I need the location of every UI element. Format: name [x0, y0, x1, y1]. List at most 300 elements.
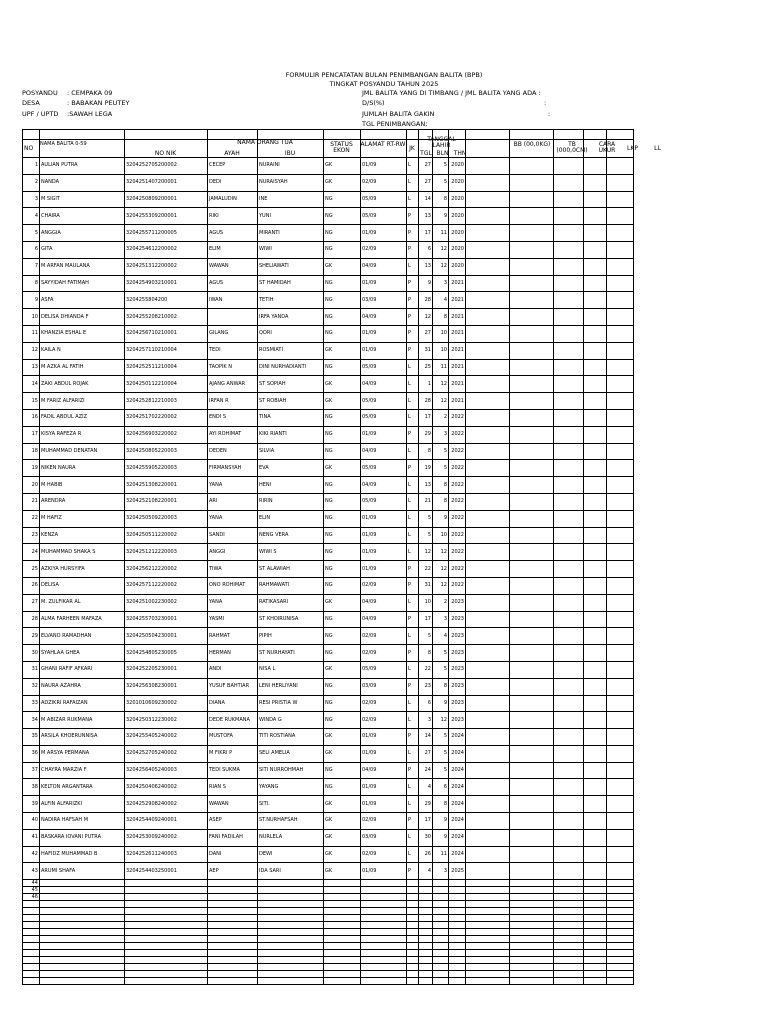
empty-cell: [324, 936, 361, 943]
row-nama: KISYA RAFEZA R: [40, 426, 125, 443]
empty-cell: [584, 594, 607, 611]
row-tgl: 5: [419, 527, 433, 544]
row-alamat: 04/09: [361, 376, 407, 393]
empty-cell: [324, 894, 361, 901]
empty-cell: [466, 359, 510, 376]
row-thn: 2022: [449, 477, 466, 494]
row-nama: AULIAN PUTRA: [40, 158, 125, 175]
row-nama: ADZIKRI RAFAIZAN: [40, 695, 125, 712]
row-status: NG: [324, 628, 361, 645]
empty-cell: [584, 611, 607, 628]
empty-cell: [584, 426, 607, 443]
row-ayah: FANI FADILAH: [208, 829, 258, 846]
row-alamat: 01/09: [361, 729, 407, 746]
row-status: GK: [324, 393, 361, 410]
empty-cell: [361, 901, 407, 908]
empty-cell: [407, 901, 419, 908]
empty-cell: [607, 908, 634, 915]
row-no: 36: [23, 745, 40, 762]
table-row: [23, 544, 634, 561]
empty-cell: [510, 729, 554, 746]
row-ayah: SANDI: [208, 527, 258, 544]
table-row: [23, 208, 634, 225]
row-tgl: 14: [419, 191, 433, 208]
empty-cell: [584, 915, 607, 922]
empty-cell: [208, 880, 258, 887]
empty-cell: [258, 908, 324, 915]
empty-cell: [208, 887, 258, 894]
empty-cell: [554, 325, 584, 342]
table-row: [23, 325, 634, 342]
row-ayah: GILANG: [208, 325, 258, 342]
row-alamat: 02/09: [361, 241, 407, 258]
row-status: NG: [324, 359, 361, 376]
empty-cell: [554, 915, 584, 922]
row-no: 8: [23, 275, 40, 292]
row-jk: L: [407, 628, 419, 645]
table-row: [23, 846, 634, 863]
row-ibu: SHELIAWATI: [258, 258, 324, 275]
row-nik: 3204250312230002: [125, 712, 208, 729]
empty-cell: [584, 880, 607, 887]
row-ibu: NURLELA: [258, 829, 324, 846]
row-nik: 3204252812210003: [125, 393, 208, 410]
row-no: 17: [23, 426, 40, 443]
row-ayah: WAWAN: [208, 258, 258, 275]
row-jk: P: [407, 863, 419, 880]
empty-cell: [466, 796, 510, 813]
row-nik: 3204252908240002: [125, 796, 208, 813]
row-ayah: FIRMANSYAH: [208, 460, 258, 477]
empty-cell: [407, 950, 419, 957]
row-ayah: RAHMAT: [208, 628, 258, 645]
table-row-empty: [23, 957, 634, 964]
row-bln: 8: [433, 477, 449, 494]
row-tgl: 17: [419, 813, 433, 830]
empty-cell: [419, 964, 433, 971]
row-no: 11: [23, 325, 40, 342]
row-status: NG: [324, 695, 361, 712]
empty-cell: [466, 908, 510, 915]
empty-cell: [258, 971, 324, 978]
empty-cell: [607, 922, 634, 929]
empty-cell: [125, 908, 208, 915]
row-jk: P: [407, 309, 419, 326]
empty-cell: [40, 894, 125, 901]
empty-cell: [554, 957, 584, 964]
empty-cell: [607, 915, 634, 922]
gakin-colon: :: [548, 110, 551, 118]
empty-cell: [324, 943, 361, 950]
empty-cell: [407, 978, 419, 985]
table-row: [23, 241, 634, 258]
empty-cell: [466, 901, 510, 908]
row-nik: 3204257112220002: [125, 577, 208, 594]
empty-cell: [361, 894, 407, 901]
row-bln: 5: [433, 729, 449, 746]
row-no: 16: [23, 409, 40, 426]
empty-cell: [607, 936, 634, 943]
empty-cell: [510, 661, 554, 678]
empty-cell: [208, 957, 258, 964]
row-alamat: 04/09: [361, 611, 407, 628]
empty-cell: [510, 342, 554, 359]
empty-cell: [40, 971, 125, 978]
table-row: [23, 510, 634, 527]
empty-cell: [510, 978, 554, 985]
empty-cell: [554, 376, 584, 393]
empty-cell: [607, 241, 634, 258]
row-no: 14: [23, 376, 40, 393]
empty-cell: [584, 325, 607, 342]
row-ayah: AEP: [208, 863, 258, 880]
empty-cell: [449, 901, 466, 908]
row-alamat: 01/09: [361, 779, 407, 796]
upf-value: :SAWAH LEGA: [67, 110, 113, 118]
table-row: [23, 174, 634, 191]
row-nama: BASKARA IOVANI PUTRA: [40, 829, 125, 846]
empty-cell: [324, 908, 361, 915]
row-nik: 3204256710210001: [125, 325, 208, 342]
row-bln: 5: [433, 174, 449, 191]
row-nik: 3204251407200001: [125, 174, 208, 191]
row-tgl: 23: [419, 678, 433, 695]
empty-cell: [554, 191, 584, 208]
empty-cell: [607, 964, 634, 971]
jml-balita-label: JML BALITA YANG DI TIMBANG / JML BALITA YANG ADA :: [362, 89, 541, 97]
row-thn: 2024: [449, 829, 466, 846]
empty-cell: [466, 443, 510, 460]
row-bln: 5: [433, 661, 449, 678]
row-ayah: ANDI: [208, 661, 258, 678]
empty-cell: [466, 829, 510, 846]
col-no: NO: [24, 145, 34, 152]
empty-cell: [125, 887, 208, 894]
row-jk: L: [407, 527, 419, 544]
row-jk: L: [407, 695, 419, 712]
row-no: 39: [23, 796, 40, 813]
row-tgl: 27: [419, 174, 433, 191]
empty-cell: [466, 846, 510, 863]
row-ayah: DANI: [208, 846, 258, 863]
row-tgl: 27: [419, 158, 433, 175]
empty-cell: [40, 936, 125, 943]
row-ayah: IWAN: [208, 292, 258, 309]
row-no: 6: [23, 241, 40, 258]
empty-cell: [419, 971, 433, 978]
row-ayah: YANA: [208, 510, 258, 527]
empty-cell: [554, 359, 584, 376]
empty-cell: [510, 493, 554, 510]
row-ibu: HENI: [258, 477, 324, 494]
row-no: 31: [23, 661, 40, 678]
row-jk: P: [407, 292, 419, 309]
table-row: [23, 661, 634, 678]
row-status: NG: [324, 493, 361, 510]
row-no: 13: [23, 359, 40, 376]
col-bln: BLN: [436, 150, 449, 157]
empty-cell: [361, 957, 407, 964]
empty-cell: [466, 887, 510, 894]
empty-cell: [361, 943, 407, 950]
empty-cell: [584, 745, 607, 762]
empty-cell: [554, 661, 584, 678]
empty-cell: [607, 929, 634, 936]
row-thn: 2024: [449, 779, 466, 796]
empty-cell: [510, 275, 554, 292]
empty-cell: [510, 611, 554, 628]
row-nama: GITA: [40, 241, 125, 258]
row-jk: L: [407, 796, 419, 813]
row-ibu: SITI.: [258, 796, 324, 813]
empty-cell: [40, 901, 125, 908]
row-tgl: 28: [419, 292, 433, 309]
empty-cell: [125, 880, 208, 887]
tgl-penimbangan-label: TGL PENIMBANGAN;: [362, 120, 428, 128]
empty-cell: [40, 880, 125, 887]
empty-cell: [584, 964, 607, 971]
empty-cell: [510, 779, 554, 796]
empty-cell: [407, 943, 419, 950]
row-no: [23, 929, 40, 936]
empty-cell: [510, 922, 554, 929]
row-nama: M HABIB: [40, 477, 125, 494]
empty-cell: [607, 510, 634, 527]
row-tgl: 22: [419, 561, 433, 578]
row-tgl: 8: [419, 443, 433, 460]
row-nama: M SIGIT: [40, 191, 125, 208]
row-ibu: DEWI: [258, 846, 324, 863]
empty-cell: [607, 695, 634, 712]
row-tgl: 30: [419, 829, 433, 846]
row-bln: 11: [433, 359, 449, 376]
empty-cell: [607, 880, 634, 887]
row-nik: 3204254903210001: [125, 275, 208, 292]
empty-cell: [607, 678, 634, 695]
row-alamat: 01/09: [361, 561, 407, 578]
row-alamat: 04/09: [361, 762, 407, 779]
row-jk: L: [407, 174, 419, 191]
row-ibu: ST KHOIRUNISA: [258, 611, 324, 628]
empty-cell: [466, 628, 510, 645]
empty-cell: [419, 887, 433, 894]
row-nik: 3204254409240001: [125, 813, 208, 830]
row-nik: 3204250511220002: [125, 527, 208, 544]
empty-cell: [554, 460, 584, 477]
row-bln: 9: [433, 695, 449, 712]
empty-cell: [584, 191, 607, 208]
row-jk: L: [407, 745, 419, 762]
row-alamat: 01/09: [361, 158, 407, 175]
empty-cell: [466, 158, 510, 175]
row-nik: 3204252108220001: [125, 493, 208, 510]
table-row-empty: [23, 964, 634, 971]
empty-cell: [607, 645, 634, 662]
empty-cell: [258, 943, 324, 950]
empty-cell: [466, 561, 510, 578]
empty-cell: [510, 460, 554, 477]
empty-cell: [466, 409, 510, 426]
table-row: [23, 191, 634, 208]
row-bln: 5: [433, 443, 449, 460]
col-ll: LL: [654, 145, 661, 152]
empty-cell: [125, 929, 208, 936]
empty-cell: [466, 745, 510, 762]
row-bln: 11: [433, 846, 449, 863]
col-ayah: AYAH: [224, 150, 240, 157]
row-jk: L: [407, 510, 419, 527]
row-ibu: SILVIA: [258, 443, 324, 460]
row-no: 15: [23, 393, 40, 410]
row-status: NG: [324, 309, 361, 326]
row-tgl: 13: [419, 258, 433, 275]
empty-cell: [584, 527, 607, 544]
row-no: [23, 901, 40, 908]
row-nama: ELVANO RAMADHAN: [40, 628, 125, 645]
row-ibu: ST SOPIAH: [258, 376, 324, 393]
row-nama: ASFA: [40, 292, 125, 309]
empty-cell: [607, 561, 634, 578]
empty-cell: [419, 880, 433, 887]
empty-cell: [407, 915, 419, 922]
empty-cell: [607, 477, 634, 494]
row-status: GK: [324, 258, 361, 275]
row-tgl: 31: [419, 342, 433, 359]
row-ayah: JAMALUDIN: [208, 191, 258, 208]
empty-cell: [433, 887, 449, 894]
gakin-label: JUMLAH BALITA GAKIN: [362, 110, 435, 118]
table-row: [23, 729, 634, 746]
row-status: GK: [324, 846, 361, 863]
row-no: 34: [23, 712, 40, 729]
table-row: [23, 460, 634, 477]
empty-cell: [510, 208, 554, 225]
row-nama: MUHAMMAD DENATAN: [40, 443, 125, 460]
row-thn: 2023: [449, 712, 466, 729]
empty-cell: [554, 908, 584, 915]
row-status: GK: [324, 174, 361, 191]
row-no: 37: [23, 762, 40, 779]
empty-cell: [433, 922, 449, 929]
row-bln: 4: [433, 292, 449, 309]
empty-cell: [584, 241, 607, 258]
row-tgl: 31: [419, 577, 433, 594]
empty-cell: [208, 943, 258, 950]
row-no: 23: [23, 527, 40, 544]
empty-cell: [466, 950, 510, 957]
row-thn: 2022: [449, 409, 466, 426]
row-bln: 5: [433, 645, 449, 662]
empty-cell: [584, 943, 607, 950]
row-tgl: 8: [419, 645, 433, 662]
row-tgl: 26: [419, 846, 433, 863]
row-status: NG: [324, 208, 361, 225]
empty-cell: [607, 409, 634, 426]
empty-cell: [208, 936, 258, 943]
empty-cell: [466, 393, 510, 410]
row-thn: 2024: [449, 796, 466, 813]
row-ibu: WIWI S: [258, 544, 324, 561]
row-no: 44: [23, 880, 40, 887]
row-nama: NIKEN NAURA: [40, 460, 125, 477]
table-row: [23, 342, 634, 359]
empty-cell: [449, 971, 466, 978]
row-thn: 2021: [449, 393, 466, 410]
row-ibu: TETIH: [258, 292, 324, 309]
row-status: GK: [324, 661, 361, 678]
row-alamat: 01/09: [361, 225, 407, 242]
table-row: [23, 695, 634, 712]
row-thn: 2024: [449, 846, 466, 863]
row-no: [23, 971, 40, 978]
row-bln: 12: [433, 376, 449, 393]
row-jk: P: [407, 729, 419, 746]
row-ayah: TEDI SUKMA: [208, 762, 258, 779]
empty-cell: [258, 950, 324, 957]
row-ibu: TINA: [258, 409, 324, 426]
empty-cell: [449, 943, 466, 950]
empty-cell: [510, 908, 554, 915]
empty-cell: [510, 915, 554, 922]
row-thn: 2020: [449, 241, 466, 258]
row-thn: 2022: [449, 443, 466, 460]
row-thn: 2023: [449, 611, 466, 628]
empty-cell: [607, 174, 634, 191]
row-status: NG: [324, 325, 361, 342]
row-jk: L: [407, 258, 419, 275]
empty-cell: [466, 309, 510, 326]
row-nama: ARSILA KHOERUNNISA: [40, 729, 125, 746]
empty-cell: [607, 292, 634, 309]
row-nama: DELISA: [40, 577, 125, 594]
row-nama: GHANI RAFIF AFKARI: [40, 661, 125, 678]
empty-cell: [466, 493, 510, 510]
empty-cell: [466, 957, 510, 964]
row-jk: P: [407, 241, 419, 258]
empty-cell: [361, 908, 407, 915]
empty-cell: [607, 846, 634, 863]
empty-cell: [584, 678, 607, 695]
empty-cell: [433, 950, 449, 957]
table-row-empty: [23, 908, 634, 915]
empty-cell: [449, 964, 466, 971]
row-jk: L: [407, 443, 419, 460]
empty-cell: [554, 426, 584, 443]
empty-cell: [125, 915, 208, 922]
empty-cell: [449, 957, 466, 964]
row-jk: P: [407, 275, 419, 292]
empty-cell: [554, 258, 584, 275]
row-ibu: ST HAMIDAH: [258, 275, 324, 292]
row-status: NG: [324, 712, 361, 729]
row-jk: L: [407, 393, 419, 410]
row-bln: 2: [433, 409, 449, 426]
empty-cell: [607, 894, 634, 901]
row-ayah: ANGGI: [208, 544, 258, 561]
empty-cell: [407, 936, 419, 943]
row-nik: 3204251002230002: [125, 594, 208, 611]
row-jk: P: [407, 325, 419, 342]
row-nik: 3204250809200001: [125, 191, 208, 208]
row-tgl: 5: [419, 628, 433, 645]
row-status: GK: [324, 342, 361, 359]
row-bln: 11: [433, 225, 449, 242]
row-alamat: 02/09: [361, 577, 407, 594]
row-ayah: ASEP: [208, 813, 258, 830]
empty-cell: [584, 443, 607, 460]
empty-cell: [361, 936, 407, 943]
empty-cell: [607, 901, 634, 908]
